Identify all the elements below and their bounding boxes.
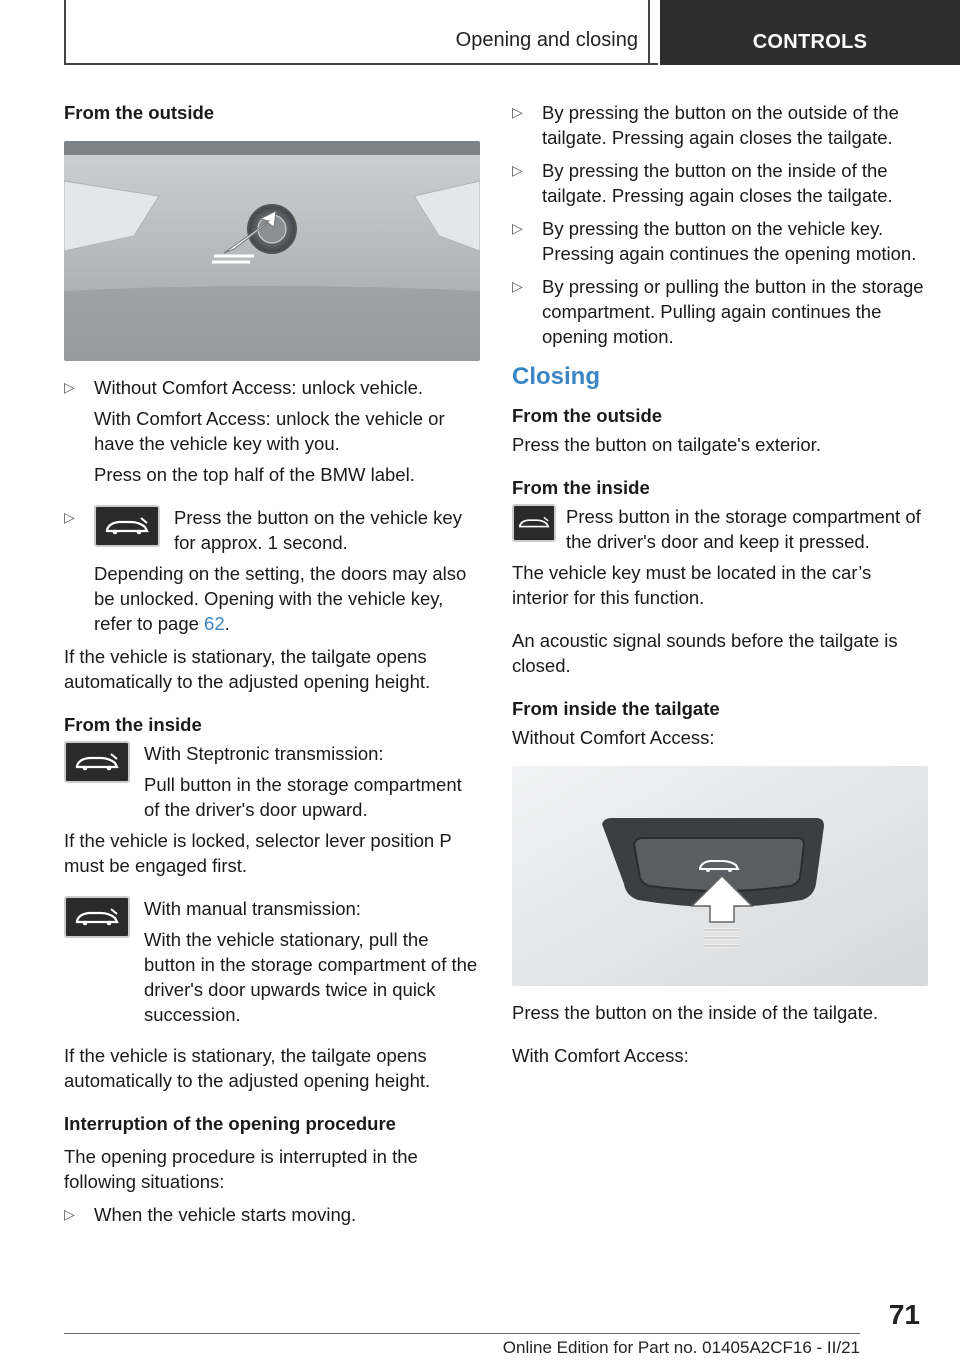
list-item [512, 274, 928, 349]
left-column [64, 100, 480, 1235]
bullet-text: By pressing or pulling the button in the storage compartment. Pulling again continues the opening motion. [542, 276, 924, 347]
paragraph: With Comfort Access: [512, 1045, 689, 1066]
section-tab: CONTROLS [660, 0, 960, 65]
paragraph: Without Comfort Access: [512, 727, 715, 748]
triangle-bullet-icon: ▷ [512, 162, 523, 178]
tailgate-icon [64, 741, 130, 783]
footer-rule [64, 1333, 860, 1334]
bullet-subtext: Press on the top half of the BMW label. [94, 464, 415, 485]
manual-text: With the vehicle stationary, pull the button in the storage compartment of the driver's door upwards twice in quick succession. [144, 929, 478, 1025]
header-rule-left [64, 0, 66, 64]
tailgate-exterior-illustration [64, 141, 480, 361]
heading-from-outside: From the outside [64, 102, 215, 123]
heading-from-inside: From the inside [512, 477, 650, 498]
tailgate-close-icon [512, 504, 556, 542]
tailgate-interior-button-photo [512, 766, 928, 986]
triangle-bullet-icon: ▷ [512, 220, 523, 236]
heading-closing: Closing [512, 363, 600, 390]
page-number: 71 [888, 1299, 920, 1330]
paragraph: Press the button on tailgate's exterior. [512, 434, 821, 455]
bullet-subtext: With Comfort Access: unlock the vehicle or have the vehicle key with you. [94, 408, 445, 454]
list-item [64, 1202, 480, 1227]
bullet-text: When the vehicle starts moving. [94, 1204, 357, 1225]
list-item [64, 375, 480, 487]
paragraph: The vehicle key must be located in the car’s interior for this function. [512, 562, 872, 608]
steptronic-title: With Steptronic transmission: [144, 743, 384, 764]
paragraph: Press button in the storage compartment of the driver's door and keep it pressed. [566, 506, 921, 552]
paragraph: Press the button on the inside of the tailgate. [512, 1002, 879, 1023]
bullet-text: By pressing the button on the inside of the tailgate. Pressing again closes the tailgate. [542, 160, 893, 206]
list-item [512, 100, 928, 150]
page-reference-link[interactable]: 62 [204, 613, 225, 634]
steptronic-text: Pull button in the storage compartment of the driver's door upward. [144, 774, 462, 820]
heading-from-inside: From the inside [64, 714, 202, 735]
heading-inside-tailgate: From inside the tailgate [512, 698, 720, 719]
bullet-text: Without Comfort Access: unlock vehicle. [94, 377, 424, 398]
tailgate-exterior-photo [64, 141, 480, 361]
bullet-text: By pressing the button on the outside of the tailgate. Pressing again closes the tailgate. [542, 102, 899, 148]
tailgate-icon [94, 505, 160, 547]
triangle-bullet-icon: ▷ [512, 278, 523, 294]
header-rule-bottom [64, 63, 658, 65]
triangle-bullet-icon: ▷ [64, 1206, 75, 1222]
bullet-text: Press the button on the vehicle key for approx. 1 second. [174, 507, 462, 553]
paragraph: If the vehicle is locked, selector lever position P must be engaged first. [64, 830, 452, 876]
paragraph: If the vehicle is stationary, the tailgate opens automatically to the adjusted opening height. [64, 646, 431, 692]
header-separator [648, 0, 650, 64]
list-item [64, 505, 480, 636]
heading-from-outside: From the outside [512, 405, 663, 426]
triangle-bullet-icon: ▷ [512, 104, 523, 120]
bullet-subtext: Depending on the setting, the doors may also be unlocked. Opening with the vehicle key, refer to page 62. [94, 563, 467, 634]
paragraph: The opening procedure is interrupted in the following situations: [64, 1146, 418, 1192]
heading-interruption: Interruption of the opening procedure [64, 1113, 396, 1134]
list-item [512, 216, 928, 266]
edition-note: Online Edition for Part no. 01405A2CF16 - II/21 [502, 1338, 860, 1357]
chapter-title: Opening and closing [455, 29, 638, 51]
paragraph: An acoustic signal sounds before the tailgate is closed. [512, 630, 898, 676]
tailgate-icon [64, 896, 130, 938]
right-column [512, 100, 928, 1076]
manual-title: With manual transmission: [144, 898, 361, 919]
paragraph: If the vehicle is stationary, the tailgate opens automatically to the adjusted opening height. [64, 1045, 431, 1091]
triangle-bullet-icon: ▷ [64, 509, 75, 525]
list-item [512, 158, 928, 208]
tailgate-button-illustration [512, 766, 928, 986]
bullet-text: By pressing the button on the vehicle key. Pressing again continues the opening motion. [542, 218, 917, 264]
triangle-bullet-icon: ▷ [64, 379, 75, 395]
